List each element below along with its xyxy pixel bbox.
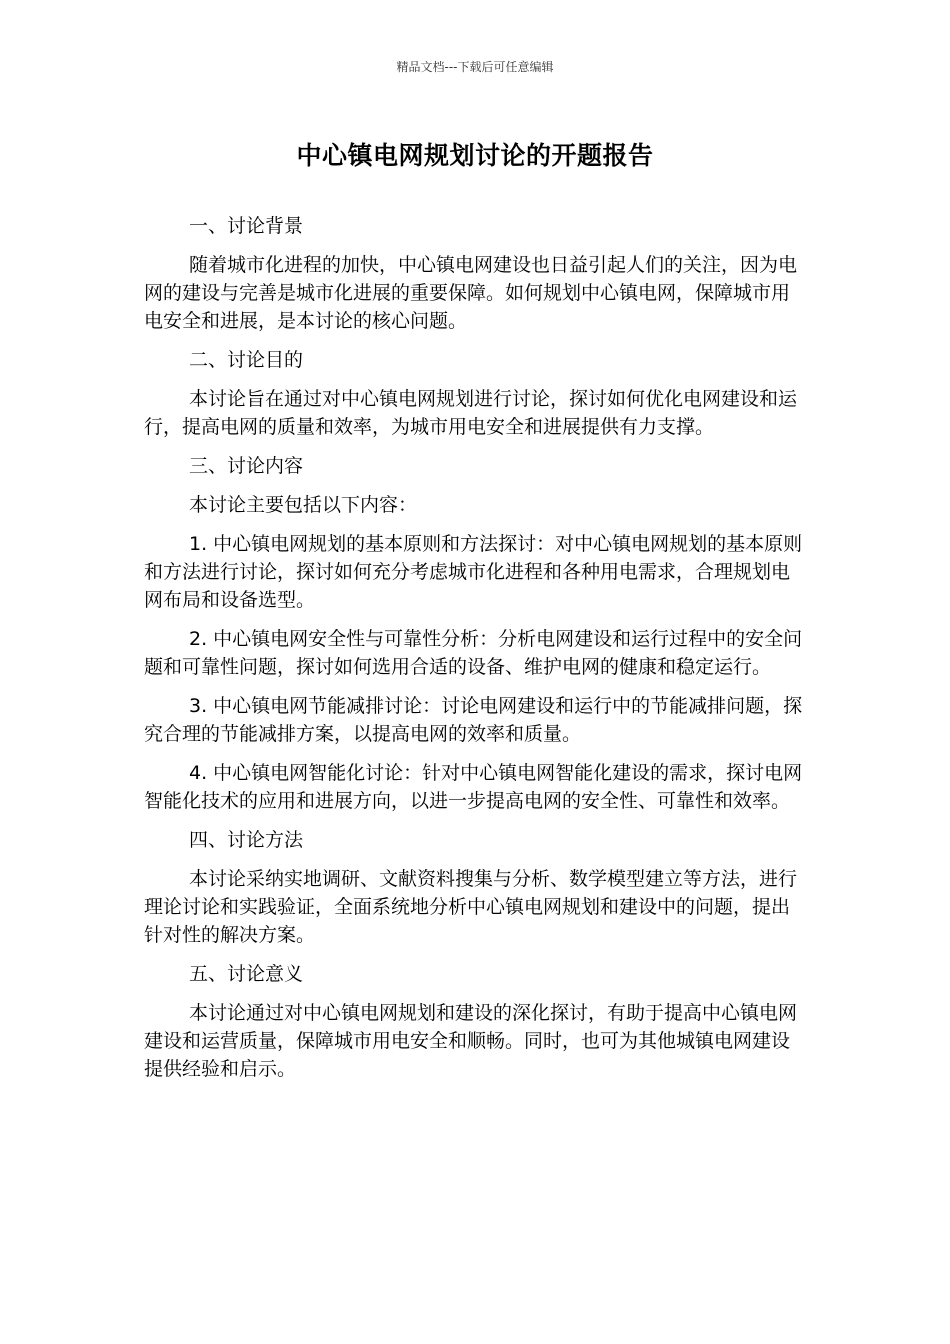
paragraph-background: 随着城市化进程的加快，中心镇电网建设也日益引起人们的关注，因为电网的建设与完善是城市化进展的重要保障。如何规划中心镇电网，保障城市用电安全和进展，是本讨论的核心问题。 (144, 254, 798, 332)
paragraph-methods: 本讨论采纳实地调研、文献资料搜集与分析、数学模型建立等方法，进行理论讨论和实践验证，全面系统地分析中心镇电网规划和建设中的问题，提出针对性的解决方案。 (144, 868, 798, 946)
section-heading-background: 一、讨论背景 (189, 215, 304, 237)
document-body (144, 212, 806, 1094)
header-note: 精品文档---下载后可任意编辑 (396, 60, 554, 74)
paragraph-purpose: 本讨论旨在通过对中心镇电网规划进行讨论，探讨如何优化电网建设和运行，提高电网的质量和效率，为城市用电安全和进展提供有力支撑。 (144, 388, 798, 438)
list-item-2: 2. 中心镇电网安全性与可靠性分析：分析电网建设和运行过程中的安全问题和可靠性问题，探讨如何选用合适的设备、维护电网的健康和稳定运行。 (144, 628, 803, 678)
paragraph-significance: 本讨论通过对中心镇电网规划和建设的深化探讨，有助于提高中心镇电网建设和运营质量，保障城市用电安全和顺畅。同时，也可为其他城镇电网建设提供经验和启示。 (144, 1002, 798, 1080)
paragraph-content-intro: 本讨论主要包括以下内容： (189, 494, 418, 516)
list-item-4: 4. 中心镇电网智能化讨论：针对中心镇电网智能化建设的需求，探讨电网智能化技术的应用和进展方向，以进一步提高电网的安全性、可靠性和效率。 (144, 762, 803, 812)
document-title: 中心镇电网规划讨论的开题报告 (296, 141, 654, 170)
section-heading-methods: 四、讨论方法 (189, 829, 304, 851)
section-heading-purpose: 二、讨论目的 (189, 349, 304, 371)
list-item-3: 3. 中心镇电网节能减排讨论：讨论电网建设和运行中的节能减排问题，探究合理的节能减排方案，以提高电网的效率和质量。 (144, 695, 803, 745)
section-heading-content: 三、讨论内容 (189, 455, 304, 477)
section-heading-significance: 五、讨论意义 (189, 963, 304, 985)
list-item-1: 1. 中心镇电网规划的基本原则和方法探讨：对中心镇电网规划的基本原则和方法进行讨论，探讨如何充分考虑城市化进程和各种用电需求，合理规划电网布局和设备选型。 (144, 533, 803, 611)
